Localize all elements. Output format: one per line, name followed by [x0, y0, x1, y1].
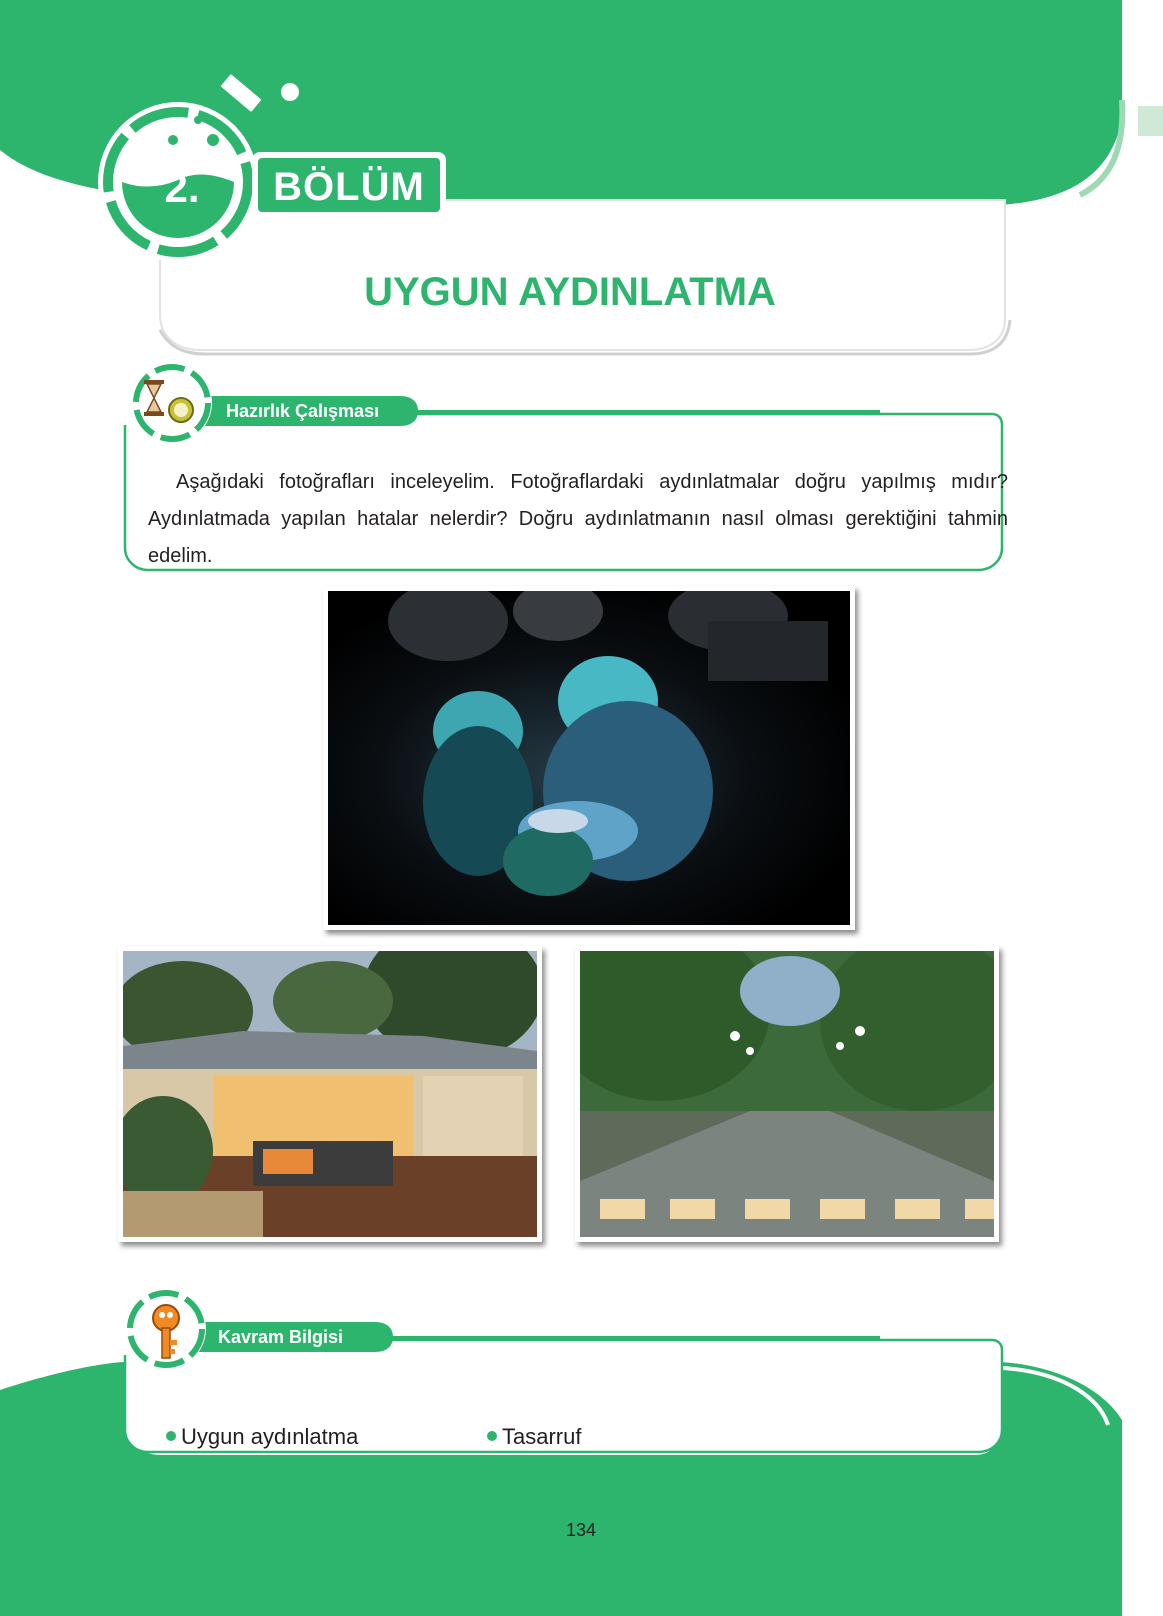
street-lights-photo	[575, 946, 999, 1242]
hourglass-badge	[132, 363, 212, 443]
concept-tab-label: Kavram Bilgisi	[218, 1327, 344, 1347]
key-character-badge	[126, 1289, 206, 1369]
bullet-icon	[487, 1431, 497, 1441]
preparation-text	[148, 464, 1008, 575]
bullet-icon	[166, 1431, 176, 1441]
preparation-paragraph: Aşağıdaki fotoğrafları inceleyelim. Fotoğraflardaki aydınlatmalar doğru yapılmış mıdır? Aydınlatmada yapılan hatalar nelerdir? Doğru aydınlatmanın nasıl olması gerektiğini tahmin edelim.	[148, 471, 1008, 567]
house-patio-photo	[118, 946, 542, 1242]
page-title: UYGUN AYDINLATMA	[364, 270, 776, 314]
chapter-label: BÖLÜM	[273, 165, 425, 209]
concept-item-tasarruf	[487, 1422, 581, 1452]
concept-item-uygun-aydinlatma	[166, 1422, 358, 1452]
page-number: 134	[565, 1520, 597, 1540]
concept-item-label: Tasarruf	[502, 1424, 582, 1449]
chapter-number: 2.	[164, 164, 200, 211]
preparation-tab-label: Hazırlık Çalışması	[226, 401, 380, 421]
concept-item-label: Uygun aydınlatma	[181, 1424, 359, 1449]
surgery-room-photo	[323, 586, 855, 930]
